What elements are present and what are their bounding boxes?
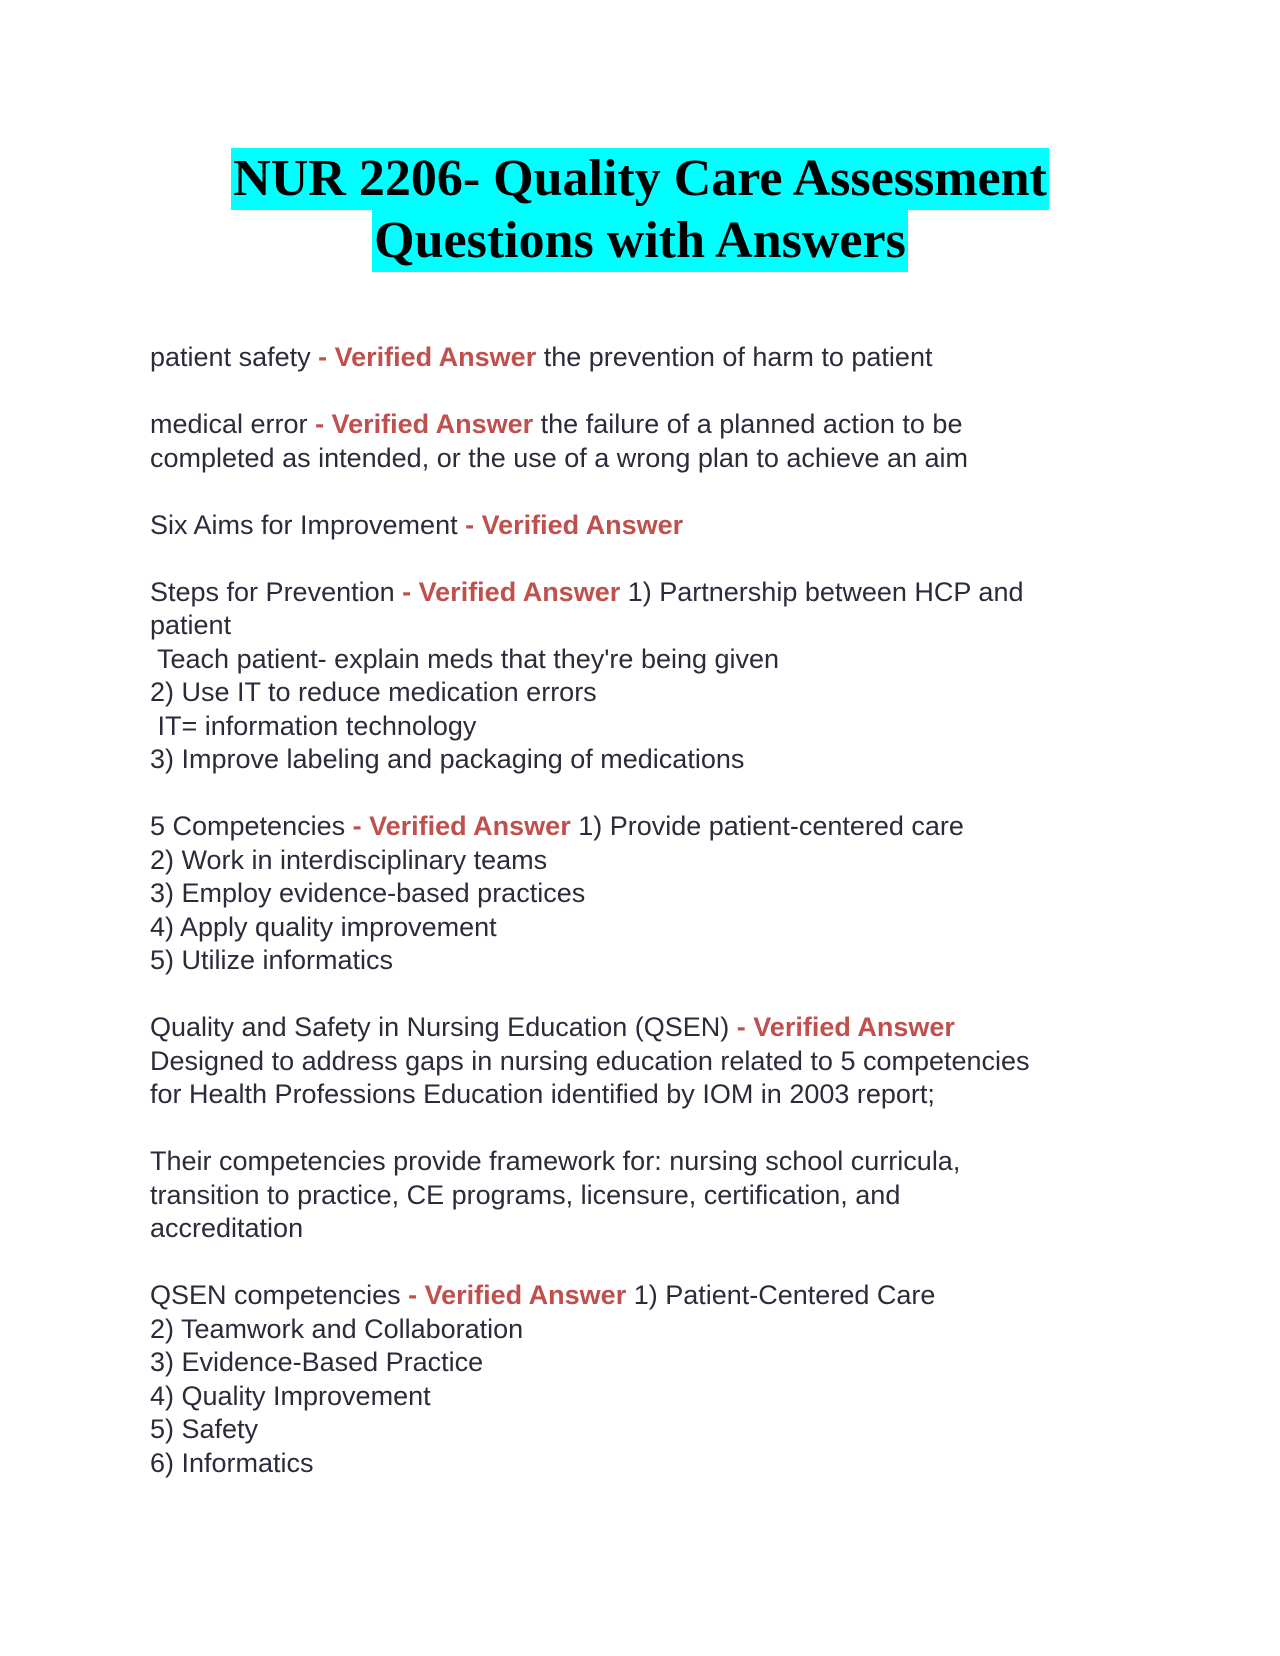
answer-line: patient — [150, 610, 232, 640]
question-term: 5 Competencies — [150, 811, 346, 841]
question-term: patient safety — [150, 342, 311, 372]
verified-answer-label: - Verified Answer — [402, 576, 621, 607]
answer-line: 5) Utilize informatics — [150, 945, 394, 975]
answer-line: Designed to address gaps in nursing education related to 5 competencies — [150, 1045, 1030, 1076]
qa-entry — [150, 1279, 1110, 1480]
answer-text: the prevention of harm to patient — [543, 342, 933, 372]
answer-line: 6) Informatics — [150, 1447, 314, 1478]
question-term: Steps for Prevention — [150, 576, 395, 607]
answer-line: accreditation — [150, 1213, 304, 1243]
title-line-1: NUR 2206- Quality Care Assessment — [231, 148, 1049, 210]
qa-entry — [150, 1011, 1110, 1246]
answer-line: for Health Professions Education identified by IOM in 2003 report; — [150, 1079, 935, 1109]
answer-text: 1) Provide patient-centered care — [578, 811, 964, 841]
qa-first-line — [150, 810, 1110, 844]
verified-answer-label: - Verified Answer — [408, 1280, 627, 1310]
document-title — [0, 148, 1280, 272]
verified-answer-label: - Verified Answer — [465, 509, 684, 540]
answer-line: 5) Safety — [150, 1414, 259, 1444]
answer-line: 3) Employ evidence-based practices — [150, 878, 586, 908]
answer-line: 3) Evidence-Based Practice — [150, 1347, 484, 1377]
qa-first-line — [150, 576, 1110, 610]
qa-first-line — [150, 1011, 1110, 1045]
answer-line: 3) Improve labeling and packaging of medications — [150, 744, 745, 774]
qa-first-line — [150, 408, 1110, 442]
answer-line: 2) Work in interdisciplinary teams — [150, 844, 548, 875]
verified-answer-label: - Verified Answer — [736, 1012, 955, 1042]
qa-entry — [150, 408, 1110, 475]
qa-entry — [150, 810, 1110, 978]
question-term: Six Aims for Improvement — [150, 509, 458, 540]
answer-line: IT= information technology — [150, 710, 477, 741]
verified-answer-label: - Verified Answer — [352, 811, 571, 841]
answer-line: 4) Quality Improvement — [150, 1380, 431, 1411]
answer-line: 4) Apply quality improvement — [150, 911, 497, 942]
answer-text: the failure of a planned action to be — [540, 409, 963, 439]
answer-line: completed as intended, or the use of a wrong plan to achieve an aim — [150, 442, 969, 473]
answer-text: 1) Partnership between HCP and — [627, 576, 1024, 607]
qa-first-line — [150, 341, 1110, 375]
answer-line: transition to practice, CE programs, licensure, certification, and — [150, 1179, 901, 1210]
question-term: QSEN competencies — [150, 1280, 401, 1310]
qa-first-line — [150, 1279, 1110, 1313]
answer-line: Teach patient- explain meds that they're being given — [150, 643, 780, 674]
qa-entry — [150, 341, 1110, 375]
qa-first-line — [150, 509, 1110, 543]
qa-entry — [150, 576, 1110, 777]
answer-text: 1) Patient-Centered Care — [633, 1280, 936, 1310]
answer-line: 2) Use IT to reduce medication errors — [150, 677, 597, 707]
qa-list — [150, 341, 1110, 1514]
qa-entry — [150, 509, 1110, 543]
answer-line: Their competencies provide framework for: nursing school curricula, — [150, 1146, 961, 1176]
verified-answer-label: - Verified Answer — [315, 409, 534, 439]
answer-line — [150, 1112, 1110, 1146]
answer-line: 2) Teamwork and Collaboration — [150, 1313, 524, 1344]
question-term: medical error — [150, 409, 308, 439]
title-line-2: Questions with Answers — [372, 210, 908, 272]
question-term: Quality and Safety in Nursing Education (QSEN) — [150, 1012, 730, 1042]
verified-answer-label: - Verified Answer — [318, 342, 537, 372]
